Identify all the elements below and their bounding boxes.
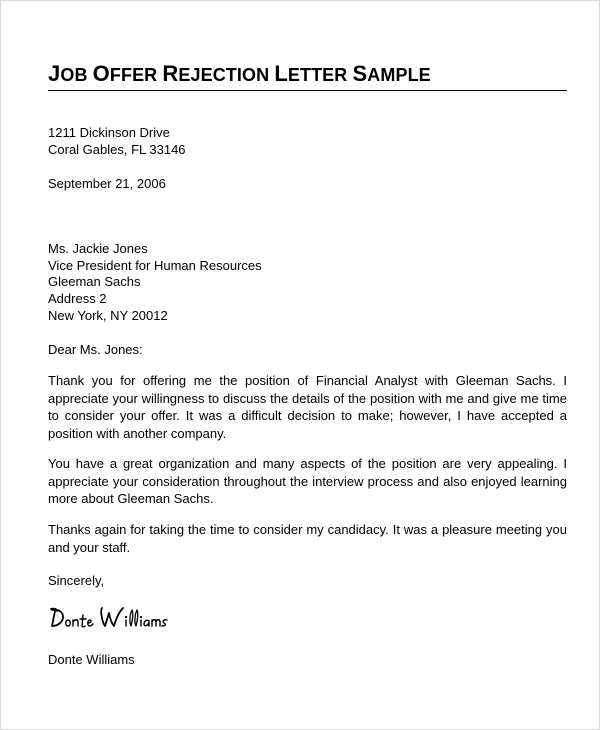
title-word: SAMPLE: [352, 61, 431, 86]
body-paragraph-1: Thank you for offering me the position of Financial Analyst with Gleeman Sachs. I appreciate your willingness to discuss the details of the position with me and give me time to consider your offer. It was a difficult decision to make; however, I have accepted a position with another company.: [48, 373, 567, 441]
sender-street: 1211 Dickinson Drive: [48, 125, 170, 140]
recipient-address: Address 2: [48, 291, 107, 306]
title-word: REJECTION: [162, 61, 270, 86]
title-word: JOB: [48, 61, 88, 86]
letter-date: September 21, 2006: [48, 176, 166, 191]
salutation: Dear Ms. Jones:: [48, 342, 143, 357]
title-word: LETTER: [274, 61, 348, 86]
body-paragraph-2: You have a great organization and many aspects of the position are very appealing. I appreciate your consideration throughout the interview process and also enjoyed learning more about Gleeman Sachs.: [48, 456, 567, 506]
recipient-title: Vice President for Human Resources: [48, 258, 262, 273]
body-paragraph-3: Thanks again for taking the time to consider my candidacy. It was a pleasure meeting you and your staff.: [48, 522, 567, 555]
signer-name: Donte Williams: [48, 652, 135, 667]
recipient-city: New York, NY 20012: [48, 308, 168, 323]
handwritten-signature: [48, 602, 168, 636]
sender-city: Coral Gables, FL 33146: [48, 142, 186, 157]
recipient-company: Gleeman Sachs: [48, 274, 141, 289]
title-divider: [48, 90, 567, 91]
closing: Sincerely,: [48, 573, 105, 588]
recipient-name: Ms. Jackie Jones: [48, 241, 148, 256]
document-title: [48, 62, 431, 87]
title-word: OFFER: [92, 61, 158, 86]
